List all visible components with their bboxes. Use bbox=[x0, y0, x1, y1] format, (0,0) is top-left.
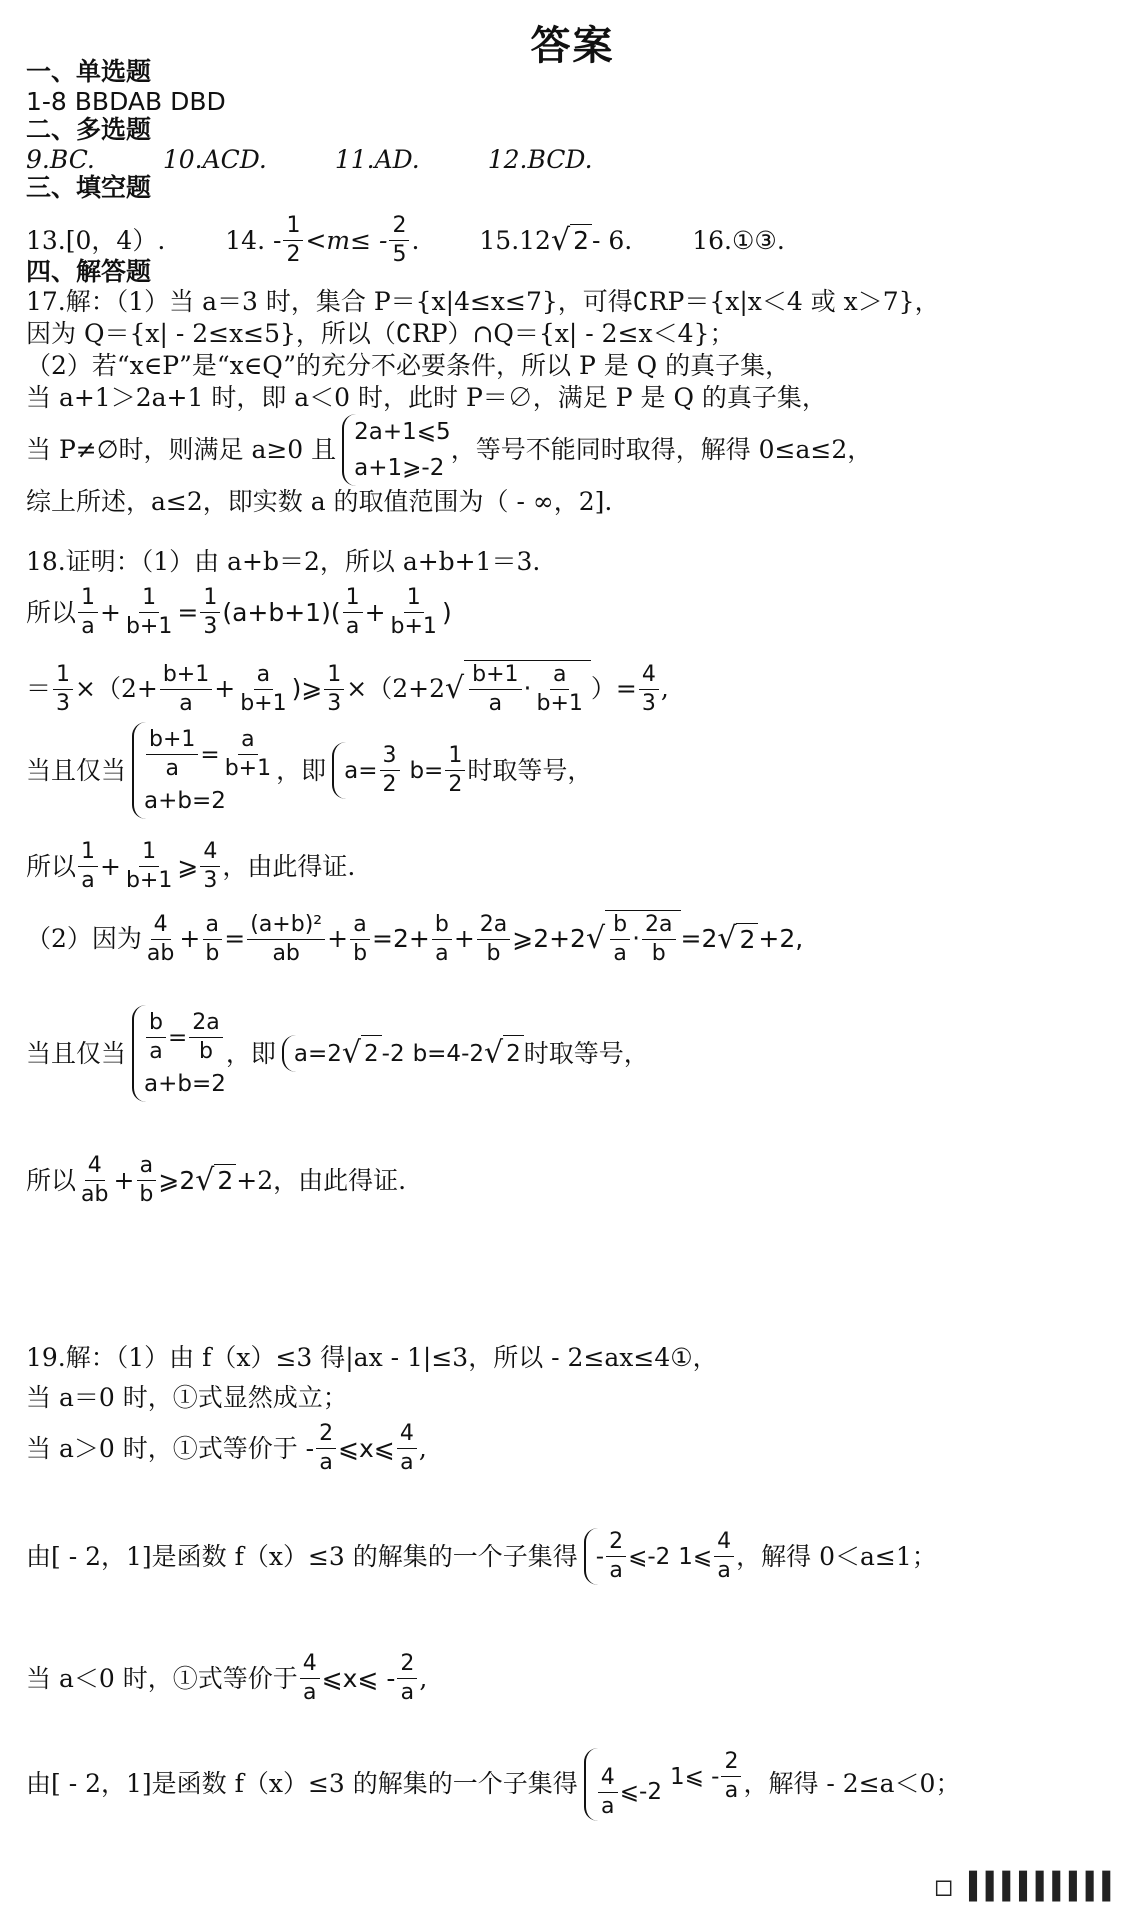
fraction-one-half: $\frac{1}{2}$ bbox=[283, 212, 303, 269]
section-solutions: 四、解答题 bbox=[26, 257, 152, 286]
answer-11: 11.AD. bbox=[334, 145, 420, 174]
answer-15-suffix: - 6. bbox=[592, 225, 633, 255]
q18-line-2: 所以 $\frac{1}{a}$ + $\frac{1}{b+1}$ = $\frac{1}{3}$ (a+b+1)( $\frac{1}{a}$ + $\frac{1}{b+1}$ ) bbox=[26, 585, 452, 639]
section-multi-choice: 二、多选题 bbox=[26, 115, 152, 144]
q17-line-4: 当 a+1＞2a+1 时，即 a＜0 时，此时 P＝∅，满足 P 是 Q 的真子集， bbox=[26, 383, 827, 412]
watermark-barcode: □ ▌▌▌▌▌▌▌▌▌ bbox=[935, 1872, 1119, 1902]
q19-line-2: 当 a＝0 时，①式显然成立； bbox=[26, 1383, 348, 1412]
answer-12: 12.BCD. bbox=[487, 145, 593, 174]
q19-line-6: 由[ - 2，1]是函数 f（x）≤3 的解集的一个子集得 $\frac{4}{a}$ ⩽-2 1⩽ - $\frac{2}{a}$ ，解得 - 2≤a＜0； bbox=[26, 1749, 961, 1819]
q17-line-5: 当 P≠∅时，则满足 a≥0 且 2a+1⩽5 a+1⩾-2 ，等号不能同时取得，解得 0≤a≤2， bbox=[26, 414, 872, 486]
q18-line-3: ＝ $\frac{1}{3}$ ×（2+ $\frac{b+1}{a}$ + $\frac{a}{b+1}$ )⩾ $\frac{1}{3}$ ×（2+2 √ $\frac{b+1}{a}$ · $\frac{a}{b+1}$ ）= $\frac{4}{3}$ , bbox=[26, 661, 669, 716]
q18-condition-brace-2: $\frac{b}{a}$ = $\frac{2a}{b}$ a+b=2 bbox=[132, 1005, 226, 1102]
q18-line-8: 所以 $\frac{4}{ab}$ + $\frac{a}{b}$ ⩾2 √ 2 +2，由此得证. bbox=[26, 1153, 407, 1207]
q18-solution-brace-2: a=2 √ 2 -2 b=4-2 √ 2 bbox=[282, 1035, 524, 1072]
q19-system-brace-2: $\frac{4}{a}$ ⩽-2 1⩽ - $\frac{2}{a}$ bbox=[584, 1748, 744, 1821]
q17-line-6: 综上所述，a≤2，即实数 a 的取值范围为（ - ∞，2]. bbox=[26, 487, 613, 516]
q17-line-2: 因为 Q＝{x| - 2≤x≤5}，所以（∁RP）∩Q＝{x| - 2≤x＜4}； bbox=[26, 319, 735, 348]
answer-9: 9.BC. bbox=[26, 145, 95, 174]
section-fill-blank: 三、填空题 bbox=[26, 173, 152, 202]
answer-15-prefix: 15.12 bbox=[479, 225, 551, 255]
answer-13: 13.[0，4）. bbox=[26, 225, 166, 255]
answer-14-prefix: 14. - bbox=[225, 225, 282, 255]
sqrt-two: √ 2 bbox=[551, 224, 592, 258]
q19-system-brace-1: - $\frac{2}{a}$ ⩽-2 1⩽ $\frac{4}{a}$ bbox=[584, 1528, 736, 1585]
answer-16: 16.①③. bbox=[692, 225, 785, 255]
page-title: 答案 bbox=[530, 23, 615, 69]
q17-system-brace: 2a+1⩽5 a+1⩾-2 bbox=[342, 414, 451, 486]
q17-line-1: 17.解：（1）当 a＝3 时，集合 P＝{x|4≤x≤7}，可得∁RP＝{x|x＜4 或 x＞7}， bbox=[26, 287, 940, 316]
single-choice-answers: 1-8 BBDAB DBD bbox=[26, 87, 226, 116]
q18-solution-brace: a= $\frac{3}{2}$ b= $\frac{1}{2}$ bbox=[332, 742, 467, 799]
q19-line-5: 当 a＜0 时，①式等价于 $\frac{4}{a}$ ⩽x⩽ - $\frac{2}{a}$ , bbox=[26, 1651, 428, 1705]
q18-line-7: 当且仅当 $\frac{b}{a}$ = $\frac{2a}{b}$ a+b=2 ，即 a=2 √ 2 -2 b=4-2 √ 2 时取等号， bbox=[26, 1005, 649, 1102]
q19-line-1: 19.解：（1）由 f（x）≤3 得|ax - 1|≤3，所以 - 2≤ax≤4①， bbox=[26, 1343, 718, 1372]
answer-14-mid: <m≤ - bbox=[305, 225, 388, 255]
fill-blank-answers: 13.[0，4）. 14. - $\frac{1}{2}$ <m≤ - $\frac{2}{5}$ . 15.12 √ 2 - 6. 16.①③. bbox=[26, 213, 785, 267]
q18-line-5: 所以 $\frac{1}{a}$ + $\frac{1}{b+1}$ ⩾ $\frac{4}{3}$ ，由此得证. bbox=[26, 839, 356, 893]
q18-line-6: （2）因为 $\frac{4}{ab}$ + $\frac{a}{b}$ = $\frac{\text{(a+b)²}}{ab}$ + $\frac{a}{b}$ =2+ $\frac{b}{a}$ + $\frac{2a}{b}$ ⩾2+2 √ $\frac{b}{a}$ · $\frac{2a}{b}$ =2 √ 2 +2, bbox=[26, 911, 804, 966]
q19-line-4: 由[ - 2，1]是函数 f（x）≤3 的解集的一个子集得 - $\frac{2}{a}$ ⩽-2 1⩽ $\frac{4}{a}$ ，解得 0＜a≤1； bbox=[26, 1529, 937, 1583]
q18-condition-brace: $\frac{b+1}{a}$ = $\frac{a}{b+1}$ a+b=2 bbox=[132, 722, 276, 819]
section-single-choice: 一、单选题 bbox=[26, 57, 152, 86]
q17-line-3: （2）若“x∈P”是“x∈Q”的充分不必要条件，所以 P 是 Q 的真子集， bbox=[26, 351, 791, 380]
q18-line-4: 当且仅当 $\frac{b+1}{a}$ = $\frac{a}{b+1}$ a+b=2 ，即 a= $\frac{3}{2}$ b= $\frac{1}{2}$ 时取等号， bbox=[26, 722, 592, 819]
fraction-two-fifths: $\frac{2}{5}$ bbox=[389, 212, 409, 269]
q18-line-1: 18.证明：（1）由 a+b＝2，所以 a+b+1＝3. bbox=[26, 547, 541, 576]
q19-line-3: 当 a＞0 时，①式等价于 - $\frac{2}{a}$ ⩽x⩽ $\frac{4}{a}$ , bbox=[26, 1421, 427, 1475]
answer-10: 10.ACD. bbox=[162, 145, 267, 174]
